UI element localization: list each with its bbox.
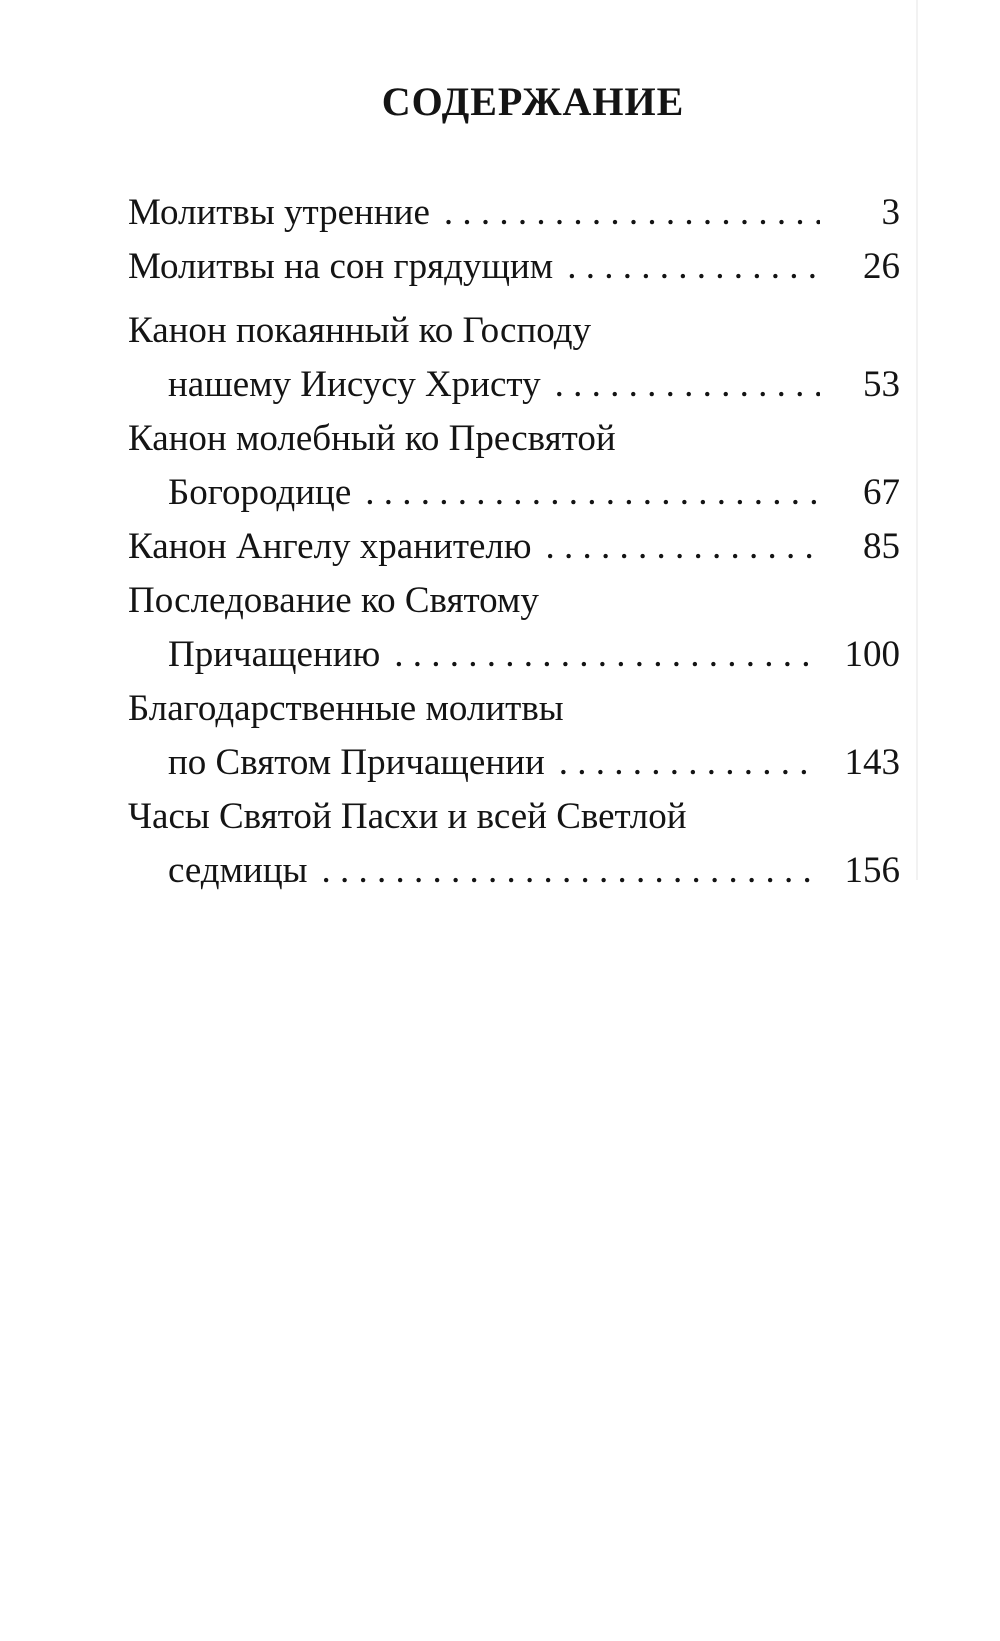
toc-entry[interactable]	[128, 412, 900, 520]
page-title: СОДЕРЖАНИЕ	[381, 79, 685, 124]
dot-leader	[541, 358, 820, 412]
toc-entry[interactable]	[128, 682, 900, 790]
toc-entry-title: Часы Святой Пасхи и всей Светлой	[128, 796, 687, 837]
toc-entry-title-continued: по Святом Причащении	[168, 742, 545, 783]
toc-entry[interactable]	[128, 790, 900, 898]
toc-entry-title: Последование ко Святому	[128, 580, 539, 621]
toc-entry-title-continued: Причащению	[168, 634, 381, 675]
toc-page-number: 67	[863, 472, 900, 513]
toc-entry-title: Канон покаянный ко Господу	[128, 310, 592, 351]
toc-page-number: 143	[844, 742, 900, 783]
toc-entry[interactable]	[128, 304, 900, 412]
toc-entry-title-continued: Богородице	[168, 472, 352, 513]
toc-entry-title: Благодарственные молитвы	[128, 688, 564, 729]
dot-leader	[532, 520, 820, 574]
toc-entry-title: Канон молебный ко Пресвятой	[128, 418, 616, 459]
toc-page-number: 3	[881, 192, 900, 233]
dot-leader	[380, 628, 820, 682]
toc-entry-title-continued: нашему Иисусу Христу	[168, 364, 541, 405]
dot-leader	[430, 186, 820, 240]
toc-entry-title-continued: седмицы	[168, 850, 308, 891]
toc-page-number: 156	[844, 850, 900, 891]
toc-page-number: 26	[863, 246, 900, 287]
toc-entry[interactable]	[128, 520, 900, 574]
toc-entry[interactable]	[128, 574, 900, 682]
toc-entry-title: Молитвы утренние	[128, 192, 430, 233]
toc-page-number: 53	[863, 364, 900, 405]
toc-entry[interactable]	[128, 240, 900, 294]
toc-entry-title: Молитвы на сон грядущим	[128, 246, 554, 287]
table-of-contents	[128, 186, 900, 898]
dot-leader	[308, 844, 820, 898]
toc-entry-title: Канон Ангелу хранителю	[128, 526, 532, 567]
page-edge-shadow	[916, 0, 918, 880]
dot-leader	[545, 736, 820, 790]
dot-leader	[351, 466, 820, 520]
toc-page-number: 100	[844, 634, 900, 675]
toc-entry[interactable]	[128, 186, 900, 240]
toc-page-number: 85	[863, 526, 900, 567]
dot-leader	[553, 240, 820, 294]
